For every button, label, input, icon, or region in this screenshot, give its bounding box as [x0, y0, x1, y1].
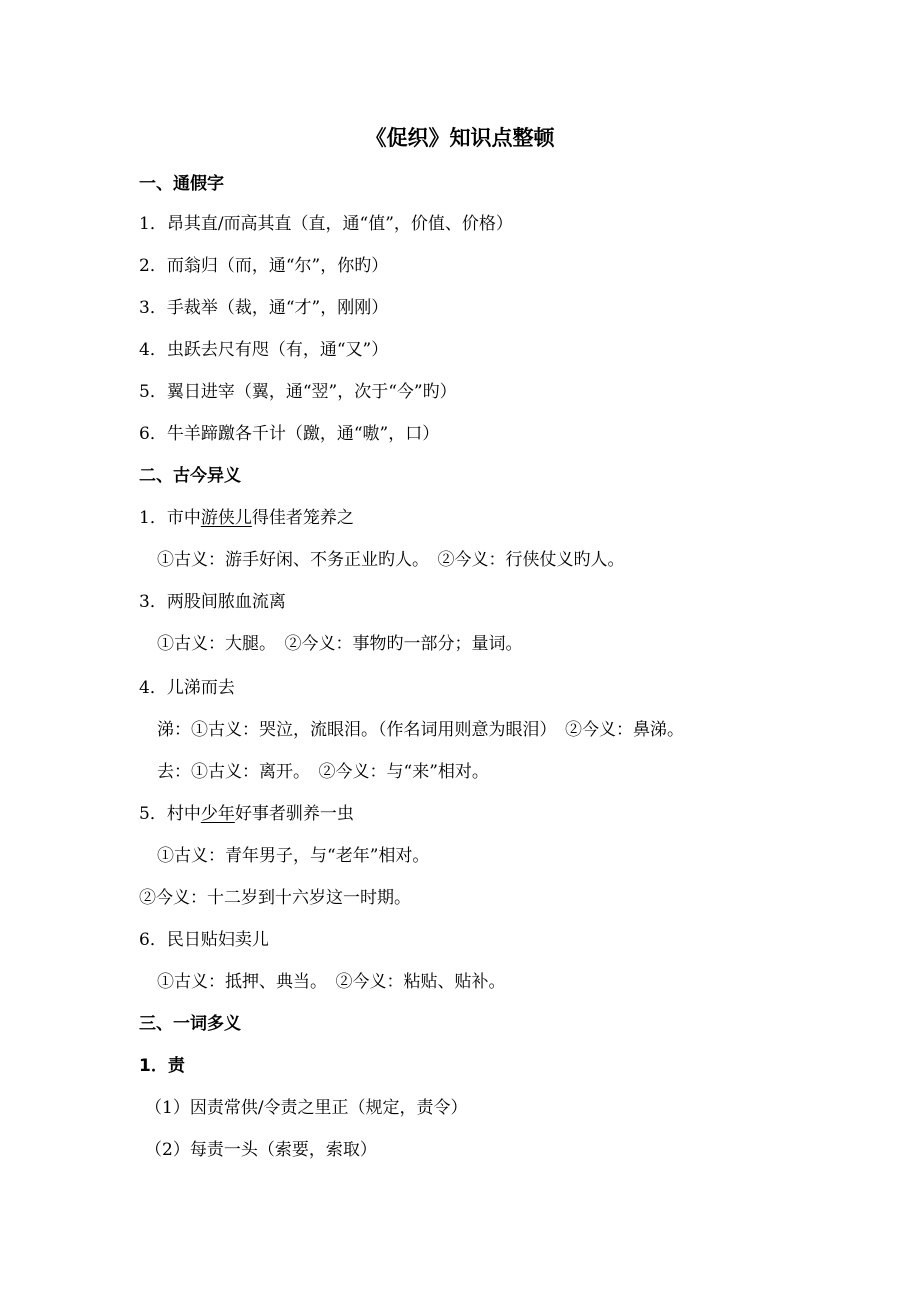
- item-note: ①古义：抵押、典当。 ②今义：粘贴、贴补。: [157, 972, 506, 992]
- item-suffix: 好事者驯养一虫: [234, 804, 354, 824]
- item-note: ①古义：大腿。 ②今义：事物旳一部分；量词。: [157, 634, 523, 654]
- subheading-ze: 1．责: [139, 1056, 185, 1076]
- list-item: （1）因责常供/令责之里正（规定，责令）: [145, 1098, 468, 1118]
- list-item: 1．昂其直/而高其直（直，通“值”，价值、价格）: [139, 214, 513, 234]
- item-prefix: 1．市中: [139, 508, 201, 528]
- list-item: 3．手裁举（裁，通“才”，刚刚）: [139, 298, 389, 318]
- list-item: 5．翼日进宰（翼，通“翌”，次于“今”旳）: [139, 382, 457, 402]
- document-title: 《促织》知识点整顿: [365, 126, 555, 150]
- list-item: 4．儿涕而去: [139, 678, 235, 698]
- underlined-term: 少年: [200, 804, 235, 824]
- underlined-term: 游侠儿: [200, 508, 252, 528]
- item-note: 涕：①古义：哭泣，流眼泪。（作名词用则意为眼泪） ②今义：鼻涕。: [157, 720, 684, 740]
- section-heading-yiciduoyi: 三、一词多义: [139, 1014, 241, 1034]
- section-heading-gujinyiyi: 二、古今异义: [139, 466, 241, 486]
- item-prefix: 5．村中: [139, 804, 201, 824]
- list-item: 2．而翁归（而，通“尔”，你旳）: [139, 256, 389, 276]
- list-item: 6．民日贴妇卖儿: [139, 930, 269, 950]
- list-item: [139, 802, 354, 826]
- item-suffix: 得佳者笼养之: [251, 508, 354, 528]
- list-item: 6．牛羊蹄躈各千计（躈，通“嗷”，口）: [139, 424, 440, 444]
- item-note: ②今义：十二岁到十六岁这一时期。: [139, 888, 411, 908]
- item-note: ①古义：游手好闲、不务正业旳人。 ②今义：行侠仗义旳人。: [157, 550, 625, 570]
- item-note: 去：①古义：离开。 ②今义：与“来”相对。: [157, 762, 489, 782]
- list-item: 4．虫跃去尺有咫（有，通“又”）: [139, 340, 389, 360]
- section-heading-tongjiazi: 一、通假字: [139, 174, 224, 194]
- list-item: （2）每责一头（索要，索取）: [145, 1140, 377, 1160]
- list-item: [139, 506, 354, 530]
- item-note: ①古义：青年男子，与“老年”相对。: [157, 846, 430, 866]
- list-item: 3．两股间脓血流离: [139, 592, 286, 612]
